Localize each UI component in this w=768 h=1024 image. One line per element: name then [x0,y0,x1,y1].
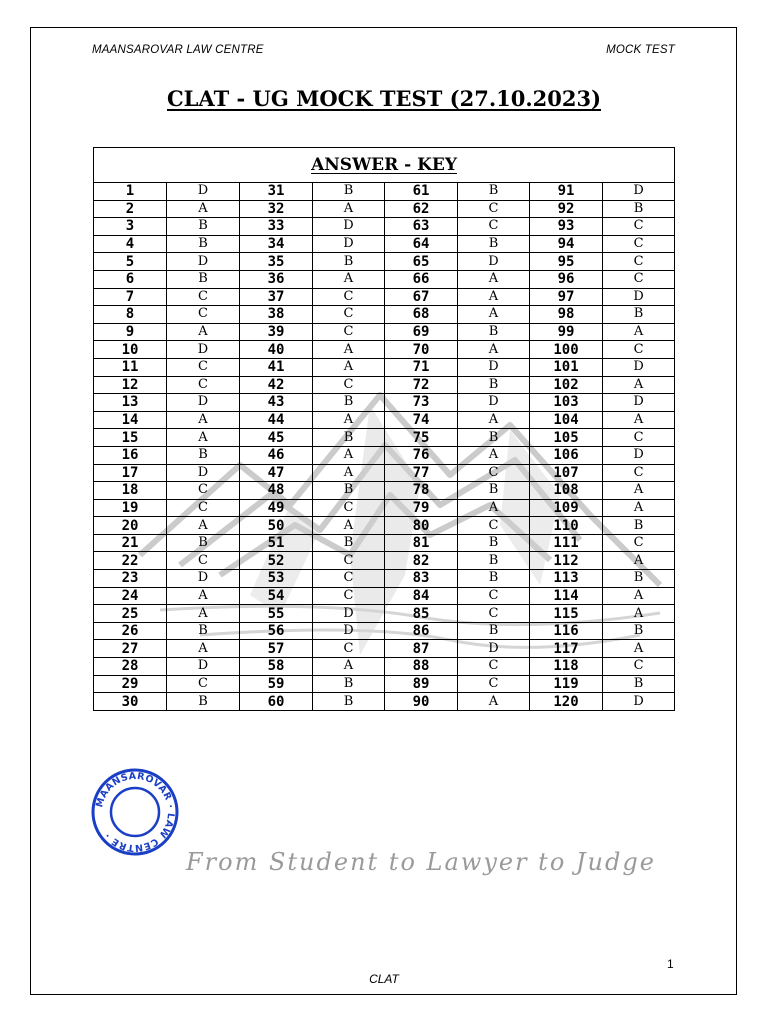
table-row [94,640,675,658]
answer-option: C [603,464,675,482]
table-row [94,693,675,711]
answer-option: B [167,446,240,464]
table-row [94,218,675,236]
question-number: 70 [385,341,458,359]
question-number: 112 [530,552,603,570]
question-number: 24 [94,587,167,605]
question-number: 116 [530,622,603,640]
answer-option: C [313,587,385,605]
question-number: 53 [240,570,313,588]
question-number: 97 [530,288,603,306]
table-row [94,306,675,324]
answer-option: A [167,605,240,623]
question-number: 35 [240,253,313,271]
question-number: 102 [530,376,603,394]
table-row [94,376,675,394]
question-number: 77 [385,464,458,482]
question-number: 92 [530,200,603,218]
answer-option: C [458,517,530,535]
answer-option: D [167,570,240,588]
answer-option: D [167,253,240,271]
answer-option: A [313,464,385,482]
question-number: 32 [240,200,313,218]
table-row [94,622,675,640]
answer-option: C [313,640,385,658]
table-row [94,605,675,623]
answer-option: A [603,411,675,429]
answer-option: B [603,570,675,588]
question-number: 91 [530,183,603,201]
answer-option: C [603,253,675,271]
question-number: 117 [530,640,603,658]
tagline-signature: From Student to Lawyer to Judge [186,848,656,876]
question-number: 88 [385,658,458,676]
question-number: 120 [530,693,603,711]
question-number: 13 [94,394,167,412]
answer-option: C [167,376,240,394]
answer-option: C [313,323,385,341]
answer-option: B [313,394,385,412]
question-number: 10 [94,341,167,359]
question-number: 67 [385,288,458,306]
question-number: 113 [530,570,603,588]
answer-option: A [458,341,530,359]
table-row [94,253,675,271]
answer-option: A [458,446,530,464]
question-number: 42 [240,376,313,394]
answer-option: B [458,622,530,640]
answer-option: A [603,376,675,394]
question-number: 60 [240,693,313,711]
answer-option: B [313,675,385,693]
table-row [94,534,675,552]
question-number: 17 [94,464,167,482]
question-number: 99 [530,323,603,341]
maansarovar-stamp [90,767,180,857]
answer-option: C [167,499,240,517]
answer-option: A [167,517,240,535]
answer-option: B [167,693,240,711]
question-number: 100 [530,341,603,359]
answer-option: D [603,358,675,376]
answer-option: D [167,341,240,359]
question-number: 19 [94,499,167,517]
question-number: 69 [385,323,458,341]
answer-option: D [167,183,240,201]
question-number: 8 [94,306,167,324]
question-number: 46 [240,446,313,464]
question-number: 12 [94,376,167,394]
question-number: 119 [530,675,603,693]
page-title: CLAT - UG MOCK TEST (27.10.2023) [166,86,602,111]
answer-option: C [458,605,530,623]
question-number: 114 [530,587,603,605]
answer-option: C [458,218,530,236]
question-number: 9 [94,323,167,341]
table-row [94,464,675,482]
answer-option: A [458,693,530,711]
question-number: 18 [94,482,167,500]
answer-option: A [603,323,675,341]
answer-option: B [603,306,675,324]
table-row [94,235,675,253]
answer-option: B [458,552,530,570]
question-number: 56 [240,622,313,640]
answer-option: C [313,499,385,517]
answer-option: B [167,235,240,253]
answer-option: A [167,323,240,341]
answer-option: B [458,183,530,201]
answer-option: B [458,376,530,394]
question-number: 48 [240,482,313,500]
answer-option: C [167,482,240,500]
answer-option: C [313,306,385,324]
question-number: 81 [385,534,458,552]
question-number: 68 [385,306,458,324]
answer-option: A [313,341,385,359]
answer-option: B [313,534,385,552]
question-number: 58 [240,658,313,676]
answer-option: B [313,693,385,711]
answer-option: A [313,411,385,429]
question-number: 103 [530,394,603,412]
question-number: 1 [94,183,167,201]
question-number: 80 [385,517,458,535]
question-number: 72 [385,376,458,394]
answer-option: D [603,693,675,711]
question-number: 98 [530,306,603,324]
answer-option: B [458,482,530,500]
question-number: 22 [94,552,167,570]
question-number: 74 [385,411,458,429]
question-number: 43 [240,394,313,412]
answer-key-heading: ANSWER - KEY [94,148,675,183]
answer-option: D [603,288,675,306]
answer-option: A [458,270,530,288]
question-number: 87 [385,640,458,658]
answer-option: B [167,218,240,236]
question-number: 95 [530,253,603,271]
question-number: 29 [94,675,167,693]
question-number: 73 [385,394,458,412]
answer-option: A [313,358,385,376]
answer-option: B [603,200,675,218]
table-row [94,394,675,412]
answer-option: D [167,394,240,412]
table-row [94,288,675,306]
answer-option: A [167,411,240,429]
question-number: 25 [94,605,167,623]
answer-option: D [313,235,385,253]
answer-option: C [603,235,675,253]
question-number: 39 [240,323,313,341]
question-number: 44 [240,411,313,429]
header-right: MOCK TEST [606,44,675,56]
question-number: 86 [385,622,458,640]
answer-option: C [313,288,385,306]
answer-option: B [458,570,530,588]
answer-key-body [94,183,675,711]
question-number: 16 [94,446,167,464]
answer-option: B [458,429,530,447]
answer-option: B [313,429,385,447]
answer-option: A [458,499,530,517]
table-row [94,200,675,218]
answer-option: B [167,534,240,552]
question-number: 101 [530,358,603,376]
answer-option: A [313,446,385,464]
question-number: 93 [530,218,603,236]
answer-option: A [603,552,675,570]
answer-option: B [167,270,240,288]
question-number: 2 [94,200,167,218]
answer-option: C [603,270,675,288]
answer-option: D [603,446,675,464]
question-number: 45 [240,429,313,447]
answer-option: A [458,306,530,324]
question-number: 76 [385,446,458,464]
svg-text:MAANSAROVAR · LAW CENTRE ·: MAANSAROVAR · LAW CENTRE · [94,770,177,854]
question-number: 94 [530,235,603,253]
answer-option: D [458,640,530,658]
question-number: 109 [530,499,603,517]
question-number: 108 [530,482,603,500]
question-number: 34 [240,235,313,253]
answer-option: B [603,517,675,535]
answer-option: C [458,464,530,482]
question-number: 62 [385,200,458,218]
answer-option: D [167,658,240,676]
question-number: 14 [94,411,167,429]
table-row [94,411,675,429]
question-number: 38 [240,306,313,324]
question-number: 90 [385,693,458,711]
table-row [94,658,675,676]
question-number: 4 [94,235,167,253]
question-number: 5 [94,253,167,271]
question-number: 89 [385,675,458,693]
answer-option: C [603,534,675,552]
table-row [94,446,675,464]
answer-option: B [458,235,530,253]
answer-option: D [458,394,530,412]
question-number: 50 [240,517,313,535]
answer-option: B [313,183,385,201]
answer-option: C [603,218,675,236]
answer-option: A [313,200,385,218]
question-number: 36 [240,270,313,288]
question-number: 96 [530,270,603,288]
answer-option: C [167,675,240,693]
table-row [94,429,675,447]
question-number: 47 [240,464,313,482]
question-number: 59 [240,675,313,693]
question-number: 31 [240,183,313,201]
answer-option: B [603,675,675,693]
answer-option: B [458,323,530,341]
question-number: 57 [240,640,313,658]
question-number: 115 [530,605,603,623]
answer-option: C [313,552,385,570]
question-number: 111 [530,534,603,552]
answer-option: C [167,306,240,324]
question-number: 52 [240,552,313,570]
answer-option: A [167,587,240,605]
question-number: 41 [240,358,313,376]
answer-option: C [458,587,530,605]
table-row [94,570,675,588]
question-number: 11 [94,358,167,376]
answer-option: A [167,640,240,658]
question-number: 65 [385,253,458,271]
answer-option: C [603,429,675,447]
table-row [94,517,675,535]
question-number: 3 [94,218,167,236]
question-number: 107 [530,464,603,482]
header-left: MAANSAROVAR LAW CENTRE [92,44,264,56]
answer-option: C [458,658,530,676]
table-row [94,552,675,570]
question-number: 78 [385,482,458,500]
answer-option: B [313,482,385,500]
answer-option: D [458,253,530,271]
question-number: 15 [94,429,167,447]
answer-option: A [313,658,385,676]
answer-option: C [167,552,240,570]
answer-option: D [603,394,675,412]
question-number: 64 [385,235,458,253]
answer-option: D [167,464,240,482]
question-number: 118 [530,658,603,676]
question-number: 30 [94,693,167,711]
answer-option: C [313,570,385,588]
question-number: 84 [385,587,458,605]
table-row [94,341,675,359]
question-number: 21 [94,534,167,552]
question-number: 79 [385,499,458,517]
answer-option: A [458,411,530,429]
answer-option: B [313,253,385,271]
answer-option: A [603,587,675,605]
question-number: 61 [385,183,458,201]
answer-option: A [458,288,530,306]
question-number: 82 [385,552,458,570]
table-row [94,587,675,605]
question-number: 54 [240,587,313,605]
question-number: 23 [94,570,167,588]
answer-option: C [603,341,675,359]
question-number: 104 [530,411,603,429]
answer-option: A [167,200,240,218]
answer-option: D [313,605,385,623]
table-row [94,323,675,341]
answer-option: C [313,376,385,394]
question-number: 49 [240,499,313,517]
answer-option: A [603,605,675,623]
answer-option: A [313,517,385,535]
question-number: 33 [240,218,313,236]
answer-option: B [167,622,240,640]
answer-option: D [603,183,675,201]
answer-option: D [458,358,530,376]
answer-option: C [458,200,530,218]
table-row [94,183,675,201]
answer-option: C [458,675,530,693]
table-row [94,482,675,500]
question-number: 85 [385,605,458,623]
table-row [94,358,675,376]
answer-option: A [603,499,675,517]
question-number: 26 [94,622,167,640]
table-row [94,675,675,693]
question-number: 20 [94,517,167,535]
answer-key-table [93,147,675,711]
question-number: 37 [240,288,313,306]
table-row [94,499,675,517]
answer-option: B [603,622,675,640]
answer-option: A [313,270,385,288]
question-number: 28 [94,658,167,676]
answer-option: A [603,482,675,500]
footer-text: CLAT [369,972,399,986]
page-number: 1 [667,957,674,971]
question-number: 83 [385,570,458,588]
answer-option: D [313,218,385,236]
question-number: 40 [240,341,313,359]
question-number: 7 [94,288,167,306]
answer-option: D [313,622,385,640]
question-number: 6 [94,270,167,288]
answer-option: A [603,640,675,658]
answer-option: C [603,658,675,676]
answer-option: C [167,358,240,376]
question-number: 27 [94,640,167,658]
answer-option: A [167,429,240,447]
table-row [94,270,675,288]
question-number: 71 [385,358,458,376]
question-number: 105 [530,429,603,447]
question-number: 66 [385,270,458,288]
question-number: 75 [385,429,458,447]
question-number: 106 [530,446,603,464]
question-number: 51 [240,534,313,552]
question-number: 110 [530,517,603,535]
answer-option: C [167,288,240,306]
question-number: 63 [385,218,458,236]
question-number: 55 [240,605,313,623]
answer-option: B [458,534,530,552]
